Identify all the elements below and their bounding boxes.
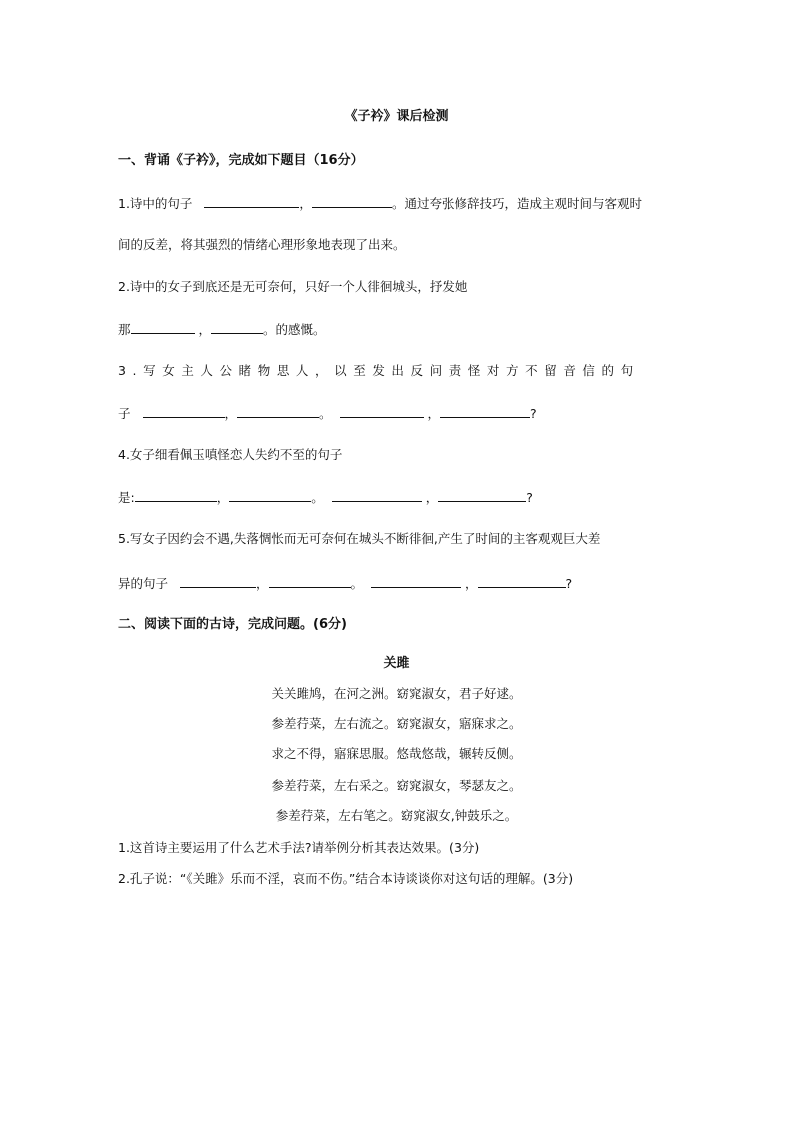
answer-blank[interactable] bbox=[143, 404, 225, 418]
question-4-line-1: 4.女子细看佩玉嗔怪恋人失约不至的句子 bbox=[118, 447, 343, 462]
question-1-line-1: 1.诗中的句子 ， 。通过夸张修辞技巧，造成主观时间与客观时 bbox=[118, 196, 642, 211]
poem-line: 参差荇菜，左右流之。窈窕淑女，寤寐求之。 bbox=[271, 716, 522, 731]
section-1-heading: 一、背诵《子衿》，完成如下题目（16分） bbox=[118, 153, 364, 168]
answer-blank[interactable] bbox=[180, 574, 256, 588]
poem-question-1: 1.这首诗主要运用了什么艺术手法?请举例分析其表达效果。(3分) bbox=[118, 840, 480, 855]
poem-question-2: 2.孔子说：“《关雎》乐而不淫，哀而不伤。”结合本诗谈谈你对这句话的理解。(3分) bbox=[118, 871, 574, 886]
poem-line: 参差荇菜，左右笔之。窈窕淑女,钟鼓乐之。 bbox=[275, 808, 518, 823]
answer-blank[interactable] bbox=[131, 320, 195, 334]
document-title: 《子衿》课后检测 bbox=[344, 109, 449, 124]
answer-blank[interactable] bbox=[135, 488, 217, 502]
answer-blank[interactable] bbox=[269, 574, 351, 588]
poem-line: 求之不得，寤寐思服。悠哉悠哉，辗转反侧。 bbox=[271, 746, 522, 761]
question-1-line-2: 间的反差，将其强烈的情绪心理形象地表现了出来。 bbox=[118, 237, 406, 252]
answer-blank[interactable] bbox=[371, 574, 461, 588]
answer-blank[interactable] bbox=[312, 194, 392, 208]
question-5-line-2: 异的句子 ， 。 ， ? bbox=[118, 576, 573, 591]
poem-title: 关雎 bbox=[383, 656, 410, 671]
answer-blank[interactable] bbox=[237, 404, 319, 418]
answer-blank[interactable] bbox=[229, 488, 311, 502]
question-5-line-1: 5.写女子因约会不遇,失落惆怅而无可奈何在城头不断徘徊,产生了时间的主客观观巨大差 bbox=[118, 531, 601, 546]
answer-blank[interactable] bbox=[211, 320, 263, 334]
poem-line: 参差荇菜，左右采之。窈窕淑女，琴瑟友之。 bbox=[271, 778, 522, 793]
question-3-line-2: 子 ， 。 ， ? bbox=[118, 406, 537, 421]
question-2-line-2: 那 ， 。的感慨。 bbox=[118, 322, 326, 337]
question-2-line-1 bbox=[118, 278, 678, 296]
answer-blank[interactable] bbox=[332, 488, 422, 502]
answer-blank[interactable] bbox=[204, 194, 299, 208]
question-3-line-1: 3.写女主人公睹物思人，以至发出反问责怪对方不留音信的句 bbox=[118, 363, 640, 378]
poem-line: 关关雎鸠，在河之洲。窈窕淑女，君子好逑。 bbox=[271, 686, 522, 701]
section-2-heading: 二、阅读下面的古诗，完成问题。(6分) bbox=[118, 617, 347, 632]
answer-blank[interactable] bbox=[340, 404, 424, 418]
answer-blank[interactable] bbox=[440, 404, 530, 418]
answer-blank[interactable] bbox=[478, 574, 566, 588]
question-4-line-2: 是: ， 。 ， ? bbox=[118, 490, 533, 505]
q2-text: 2.诗中的女子到底还是无可奈何，只好一个人徘徊城头，抒发她 bbox=[118, 279, 468, 294]
answer-blank[interactable] bbox=[438, 488, 526, 502]
